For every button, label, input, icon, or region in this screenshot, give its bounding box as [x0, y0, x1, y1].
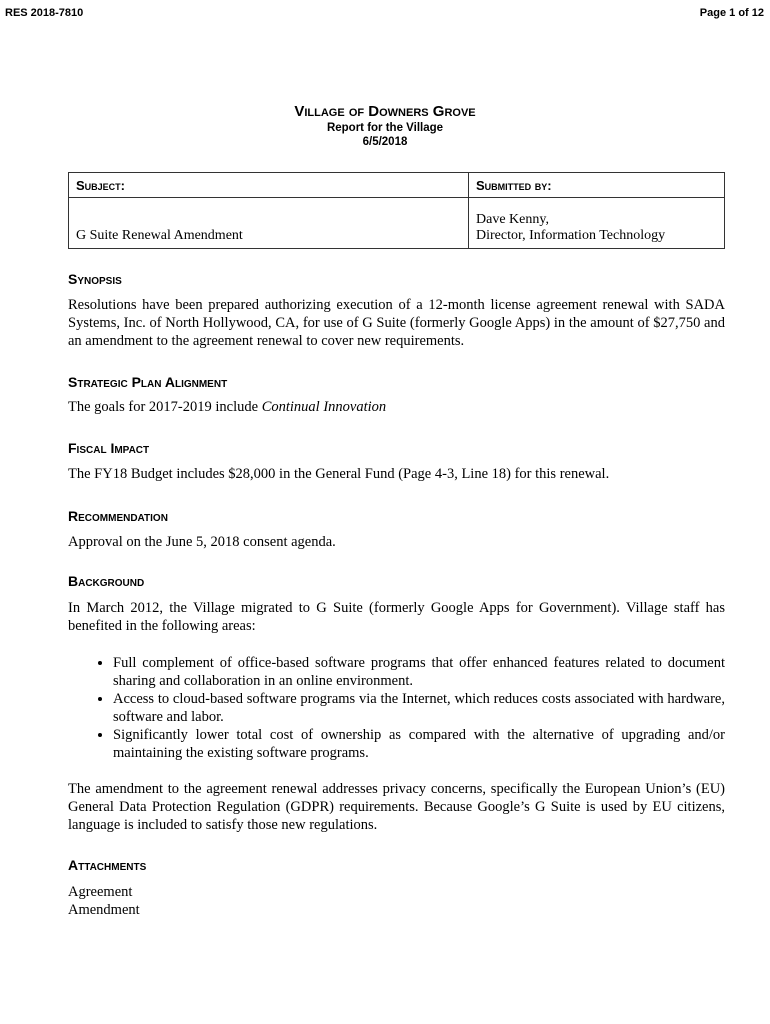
background-heading: Background: [68, 573, 145, 589]
background-closing: The amendment to the agreement renewal addresses privacy concerns, specifically the European Union’s (EU) General Data Protection Regulation (GDPR) requirements. Because Google’s G Suite is used by EU citizens, language is included to satisfy those new regulations.: [68, 781, 725, 833]
strategic-heading: Strategic Plan Alignment: [68, 374, 228, 390]
background-intro: In March 2012, the Village migrated to G Suite (formerly Google Apps for Government). Village staff has benefited in the following areas:: [68, 600, 725, 634]
report-subtitle: Report for the Village: [326, 122, 444, 134]
attachment-item-agreement: Agreement: [68, 884, 133, 900]
attachments-heading: Attachments: [68, 857, 147, 873]
subject-label: Subject:: [69, 173, 469, 198]
strategic-text-plain: The goals for 2017-2019 include: [68, 399, 262, 415]
synopsis-heading: Synopsis: [68, 271, 122, 287]
fiscal-heading: Fiscal Impact: [68, 440, 150, 456]
submitter-name: Dave Kenny,: [476, 212, 549, 227]
subject-text: G Suite Renewal Amendment: [76, 228, 243, 243]
list-item: • Full complement of office-based software programs that offer enhanced features related to document sharing and collaboration in an online environment.: [113, 654, 725, 690]
fiscal-text: The FY18 Budget includes $28,000 in the General Fund (Page 4-3, Line 18) for this renewal.: [68, 466, 610, 482]
report-date: 6/5/2018: [362, 136, 408, 148]
subject-value: [69, 198, 469, 249]
list-item: • Access to cloud-based software programs via the Internet, which reduces costs associated with hardware, software and labor.: [113, 690, 725, 726]
title-block: [0, 102, 770, 149]
document-id: RES 2018-7810: [5, 7, 84, 19]
strategic-text-emphasis: Continual Innovation: [261, 399, 387, 415]
page-number: Page 1 of 12: [699, 7, 764, 19]
synopsis-text: Resolutions have been prepared authorizing execution of a 12-month license agreement renewal with SADA Systems, Inc. of North Hollywood, CA, for use of G Suite (formerly Google Apps) in the amount of $27,750 and an amendment to the agreement renewal to cover new requirements.: [68, 297, 725, 349]
list-item: • Significantly lower total cost of ownership as compared with the alternative of upgrading and/or maintaining the existing software programs.: [113, 726, 725, 762]
recommendation-heading: Recommendation: [68, 508, 168, 524]
recommendation-text: Approval on the June 5, 2018 consent agenda.: [68, 534, 336, 550]
benefits-list: [68, 654, 725, 762]
submitter-title: Director, Information Technology: [476, 228, 666, 243]
strategic-text: [68, 398, 725, 416]
submitted-by-label: Submitted by:: [469, 173, 725, 198]
page-title: Village of Downers Grove: [294, 103, 476, 120]
subject-table: [68, 172, 725, 249]
submitted-by-value: [469, 198, 725, 249]
attachment-item-amendment: Amendment: [68, 902, 140, 918]
